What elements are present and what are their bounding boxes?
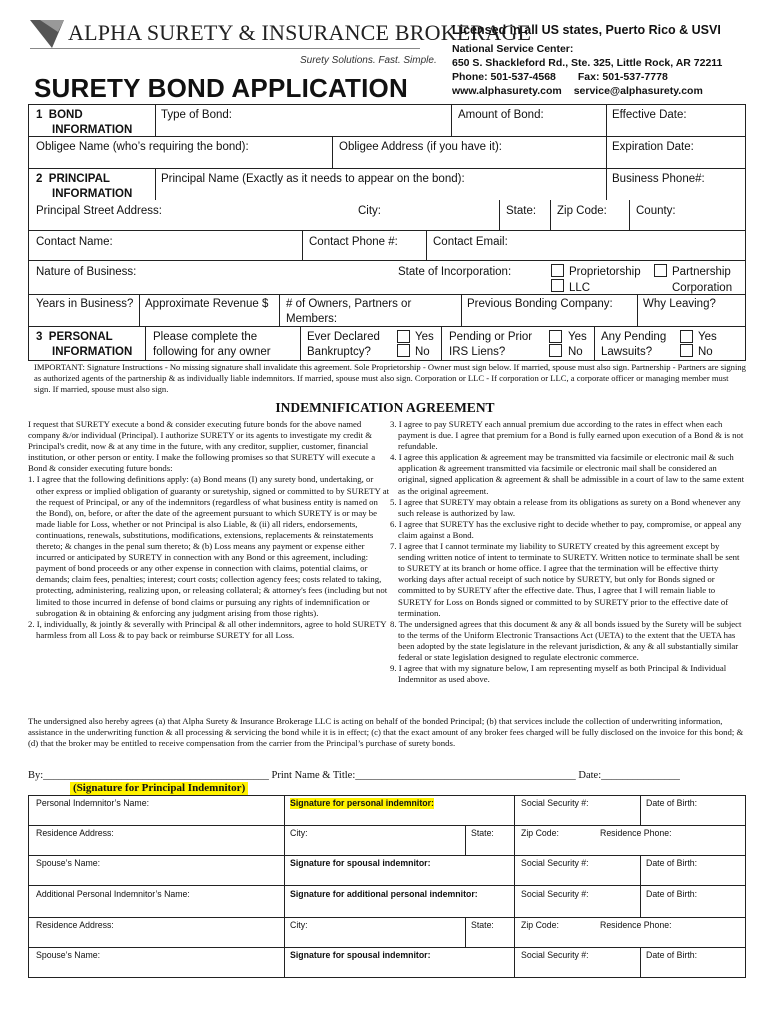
indemnification-paragraph: 6. I agree that SURETY has the exclusive right to decide whether to pay, compromise, or appeal any claim against a Bond. [390,518,742,540]
contact-block [452,22,722,98]
principal-signature-line [28,769,744,782]
lawsuits-no-label: No [698,346,713,358]
service-center-label: National Service Center: [452,43,574,55]
phone-text: Phone: 501-537-4568 [452,71,556,83]
ssn-field[interactable]: Social Security #: [521,858,589,868]
lawsuits-no-checkbox[interactable] [680,344,693,357]
contact-email-field[interactable]: Contact Email: [433,236,508,248]
dob-field[interactable]: Date of Birth: [646,798,698,808]
nature-of-business-field[interactable]: Nature of Business: [36,266,137,278]
spouse-name-field[interactable]: Spouse’s Name: [36,950,101,960]
state-of-incorporation-field[interactable]: State of Incorporation: [398,266,512,278]
street-address-field[interactable]: Principal Street Address: [36,205,162,217]
residence-state-field[interactable]: State: [471,828,494,838]
indemnification-paragraph: 3. I agree to pay SURETY each annual premium due according to the rates in effect when each payment is due. I agree that premium for a Bond is fully earned upon execution of a Bond & is not refundable. [390,419,744,452]
zip-field[interactable]: Zip Code: [557,205,607,217]
previous-bonding-field[interactable]: Previous Bonding Company: [467,298,613,310]
personal-instruction: Please complete the [153,331,258,343]
personal-indemnitor-name-field[interactable]: Personal Indemnitor’s Name: [36,798,149,808]
lawsuits-yes-checkbox[interactable] [680,330,693,343]
section3-title: INFORMATION [52,346,133,358]
ssn-field[interactable]: Social Security #: [521,889,589,899]
dob-field[interactable]: Date of Birth: [646,889,698,899]
residence-state-field[interactable]: State: [471,920,494,930]
bankruptcy-question: Ever Declared [307,331,380,343]
signature-instructions: IMPORTANT: Signature Instructions - No missing signature shall invalidate this agreement. Sole Proprietorship - Owner must sign below. If married, spouse must also sign. Partnership - Partners are signing as authorized agents of the partnership & as individually liable indemnitors. If married, spouse must also sign. Corporation or LLC - If corporation or LLC, a corporate officer or managing member must sign. If married, spouse must also sign. [34,362,746,394]
indemnification-paragraph: 9. I agree that with my signature below, I am representing myself as both Principal & Individual Indemnitor as used above. [390,663,727,685]
tagline: Surety Solutions. Fast. Simple. [300,55,437,66]
personal-instruction-2: following for any owner [153,346,271,358]
irs-no-label: No [568,346,583,358]
effective-date-field[interactable]: Effective Date: [612,109,687,121]
date-label: Date: [578,770,602,781]
spousal-signature-field[interactable]: Signature for spousal indemnitor: [290,950,431,960]
irs-liens-question-2: IRS Liens? [449,346,506,358]
print-name-label: Print Name & Title: [271,770,356,781]
indemnification-left-column [28,419,390,641]
indemnification-paragraph: 7. I agree that I cannot terminate my liability to SURETY created by this agreement except by sending written notice of intent to terminate to SURETY. Written notice to terminate shall be sent to SURETY at its branch or home office. I agree that the termination will be effective thirty working days after actual receipt of such notice by SURETY, but only for Bonds signed or committed to by SURETY after the effective date. Thus, I agree that I will remain liable to SURETY for Loss on Bonds signed or committed to by SURETY prior to the effective date of termination. [390,541,740,618]
why-leaving-field[interactable]: Why Leaving? [643,298,716,310]
proprietorship-label: Proprietorship [569,266,641,278]
irs-no-checkbox[interactable] [549,344,562,357]
contact-name-field[interactable]: Contact Name: [36,236,113,248]
residence-phone-field[interactable]: Residence Phone: [600,920,672,930]
residence-address-field[interactable]: Residence Address: [36,920,114,930]
llc-label: LLC [569,282,591,294]
print-name-field[interactable]: __________________________________________ [355,770,576,781]
additional-indemnitor-name-field[interactable]: Additional Personal Indemnitor’s Name: [36,889,190,899]
residence-address-field[interactable]: Residence Address: [36,828,114,838]
fax-text: Fax: 501-537-7778 [577,71,668,83]
principal-name-field[interactable]: Principal Name (Exactly as it needs to appear on the bond): [161,173,465,185]
owners-count-label: Members: [286,313,338,325]
irs-yes-checkbox[interactable] [549,330,562,343]
partnership-checkbox[interactable] [654,264,667,277]
section2-title: INFORMATION [52,188,133,200]
address-text: 650 S. Shackleford Rd., Ste. 325, Little Rock, AR 72211 [452,57,723,69]
lawsuits-yes-label: Yes [698,331,717,343]
lawsuits-question: Any Pending [601,331,667,343]
bankruptcy-yes-checkbox[interactable] [397,330,410,343]
principal-signature-field[interactable]: ___________________________________________ [43,770,269,781]
obligee-name-field[interactable]: Obligee Name (who’s requiring the bond): [36,141,249,153]
form-title: SURETY BOND APPLICATION [34,73,408,103]
indemnification-paragraph: 1. I agree that the following definitions apply: (a) Bond means (I) any surety bond, undertaking, or other express or implied obligation of guaranty or suretyship, signed or committed to by SURETY at the request of Principal, or any of the indemnitors (regardless of what business entity is named on the Bond), on, before, or after the date of the agreement pursuant to which SURETY is or may be made liable for Loss, whether or not Principal is also Liable, & (ii) all riders, endorsements, continuations, renewals, substitutions, modifications, extensions, replacements & reinstatements thereto; & changes in the penal sum thereto; & (b) Loss means any payment or expense either incurred or anticipated by SURETY in connection with any Bond or this agreement, including: payment of bond proceeds or any other expense in connection with claims, potential claims, or demands; claim fees, penalties; interest; court costs; collection agency fees; costs related to taking, protecting, administering, realizing upon, or releasing collateral; & attorney's fees (including but not limited to those incurred in defense of bond claims or pursuing any rights of indemnification or subrogation & in obtaining & enforcing any judgment arising from those rights). [28,474,390,618]
indemnification-paragraph: 4. I agree this application & agreement may be transmitted via facsimile or electronic mail & such application & agreement transmitted via facsimile or electronic mail shall be considered an original, signed application & agreement & shall be admissible in a court of law to the same extent as the original agreement. [390,452,745,496]
obligee-address-field[interactable]: Obligee Address (if you have it): [339,141,502,153]
state-field[interactable]: State: [506,205,537,217]
residence-phone-field[interactable]: Residence Phone: [600,828,672,838]
expiration-date-field[interactable]: Expiration Date: [612,141,694,153]
broker-disclosure: The undersigned also hereby agrees (a) that Alpha Surety & Insurance Brokerage LLC is acting on behalf of the bonded Principal; (b) that services include the collection of underwriting information, assistance in the underwriting function & all processing & servicing the bond while it is in effect; (c) that the exact amount of any broker fees charged will be fully disclosed on the invoice for this bond; & (d) that the broker may be entitled to receive compensation from the carrier from the Principal’s purchase of surety bonds. [28,716,744,749]
bankruptcy-question-2: Bankruptcy? [307,346,371,358]
section2-number: 2 PRINCIPAL [36,173,110,185]
bankruptcy-yes-label: Yes [415,331,434,343]
irs-yes-label: Yes [568,331,587,343]
county-field[interactable]: County: [636,205,676,217]
irs-liens-question: Pending or Prior [449,331,533,343]
additional-indemnitor-signature-field[interactable]: Signature for additional personal indemnitor: [290,889,478,899]
spousal-signature-field[interactable]: Signature for spousal indemnitor: [290,858,431,868]
indemnification-right-column [390,419,744,685]
residence-city-field[interactable]: City: [290,828,308,838]
section1-title: INFORMATION [52,124,133,136]
website-link[interactable]: www.alphasurety.com [452,85,562,97]
company-name: ALPHA SURETY & INSURANCE BROKERAGE [68,20,532,45]
ssn-field[interactable]: Social Security #: [521,798,589,808]
indemnification-paragraph: I request that SURETY execute a bond & consider executing future bonds for the above named company &/or individual (Principal). I authorize SURETY or its agents to investigate my credit & Principal's credit, now & at any time in the future, with any creditor, supplier, customer, financial institution, or other person or entity. I make the following promises so that SURETY will execute a Bond & consider executing future bonds: [28,419,376,474]
corporation-label: Corporation [672,282,733,294]
licensed-text: Licensed in all US states, Puerto Rico & USVI [452,23,721,37]
residence-city-field[interactable]: City: [290,920,308,930]
business-phone-field[interactable]: Business Phone#: [612,173,705,185]
indemnification-title: INDEMNIFICATION AGREEMENT [275,400,495,415]
ssn-field[interactable]: Social Security #: [521,950,589,960]
signature-hint: (Signature for Principal Indemnitor) [70,782,248,795]
partnership-label: Partnership [672,266,731,278]
residence-zip-field[interactable]: Zip Code: [521,920,559,930]
indemnification-paragraph: 5. I agree that SURETY may obtain a release from its obligations as surety on a Bond whenever any such release is authorized by law. [390,496,741,518]
owners-count-field[interactable]: # of Owners, Partners or [286,298,412,310]
llc-checkbox[interactable] [551,279,564,292]
contact-phone-field[interactable]: Contact Phone #: [309,236,398,248]
spouse-name-field[interactable]: Spouse’s Name: [36,858,101,868]
amount-of-bond-field[interactable]: Amount of Bond: [458,109,544,121]
indemnification-paragraph: 8. The undersigned agrees that this document & any & all bonds issued by the Surety will be subject to the terms of the Uniform Electronic Transactions Act (UETA) to the extent that the UETA has been adopted by the state legislature in the relevant jurisdiction, & any & all substantially similar federal or state legislation designed to regulate electronic commerce. [390,618,742,662]
section3-number: 3 PERSONAL [36,331,113,343]
indemnification-paragraph: 2. I, individually, & jointly & severally with Principal & all other indemnitors, agree to hold SURETY harmless from all Loss & to pay back or reimburse SURETY for all Loss. [28,618,387,640]
lawsuits-question-2: Lawsuits? [601,346,653,358]
by-label: By: [28,770,44,781]
email-link[interactable]: service@alphasurety.com [573,85,703,97]
section1-number: 1 BOND [36,109,83,121]
residence-zip-field[interactable]: Zip Code: [521,828,559,838]
date-field[interactable]: _______________ [601,770,680,781]
city-field[interactable]: City: [358,205,381,217]
approx-revenue-field[interactable]: Approximate Revenue $ [145,298,269,310]
years-in-business-field[interactable]: Years in Business? [36,298,134,310]
type-of-bond-field[interactable]: Type of Bond: [161,109,232,121]
logo-rule [30,48,420,49]
dob-field[interactable]: Date of Birth: [646,950,698,960]
bankruptcy-no-checkbox[interactable] [397,344,410,357]
bankruptcy-no-label: No [415,346,430,358]
proprietorship-checkbox[interactable] [551,264,564,277]
personal-indemnitor-signature-field[interactable]: Signature for personal indemnitor: [290,798,434,808]
dob-field[interactable]: Date of Birth: [646,858,698,868]
